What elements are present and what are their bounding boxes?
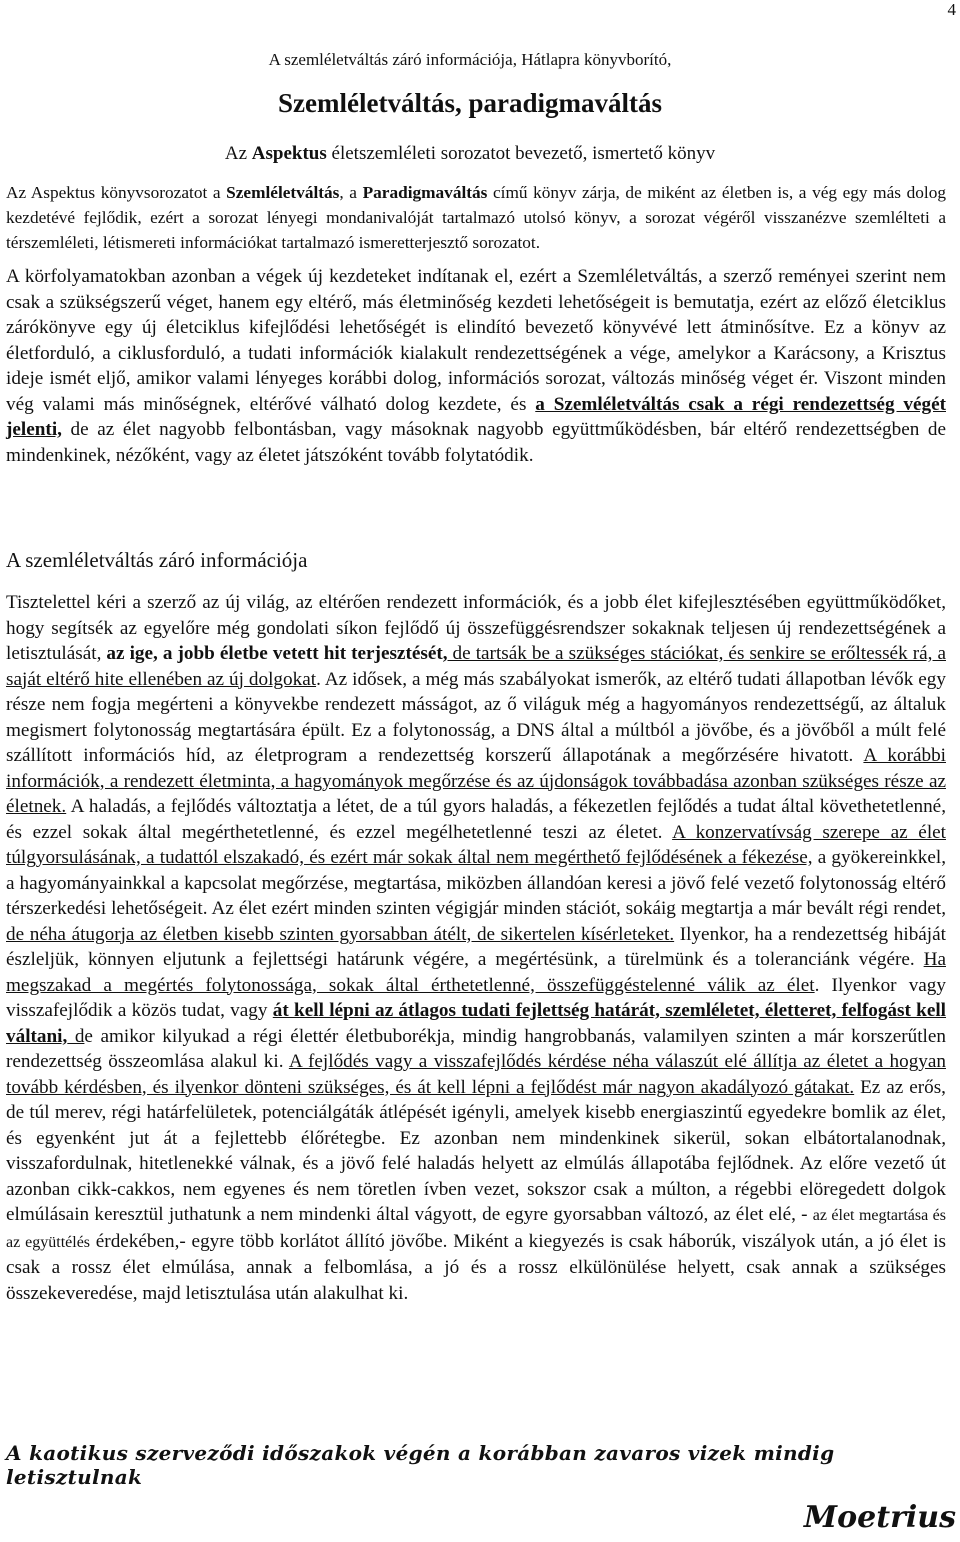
underlined-run: Ha megszakad a megértés folytonossága, sokak által érthetetlenné, összefüggéstelenné válik az élet — [6, 949, 946, 996]
underlined-run: A fejlődés vagy a visszafejlődés kérdése néha válaszút elé állítja az életet a hogyan tovább kérdésben, és ilyenkor dönteni szükséges, és át kell lépni a fejlődést már nagyon akadályozó gátakat. — [6, 1051, 946, 1098]
underlined-run: A korábbi információk, a rendezett életminta, a hagyományok megőrzése és az újdonságok továbbadása azonban szükséges része az életnek. — [6, 745, 946, 817]
paragraph-three — [6, 590, 946, 1306]
subtitle-pre: Az — [224, 143, 252, 164]
text-run: Ez az erős, de túl merev, régi határfelületek, potenciálgáták átlépését igényli, amelyek kisebb energiaszintű egyedekre bomlik az élet, és egyenként jut át a fejlettebb élőrétegbe. Ez azonban nem mindenkinek sikerül, sokan elbátortalanodnak, visszafordulnak, hitetlenekké válnak, és a jövő felé haladás helyett az elmúlás állapotába fejlődnek. Az előre vezető út azonban cikk-cakkos, nem egyenes és nem töretlen ívben vezet, sokszor csak a múlton, a régebbi elöregedett dolgok elmúlásain keresztül juthatunk a nem mindenki által vágyott, de egyre gyorsabban változó, az élet elé, - — [6, 1076, 946, 1225]
text-run: A haladás, a fejlődés változtatja a létet, de a túl gyors haladás, a fékezetlen fejlődés a tudat által követhetetlenné, és ezzel sokak által megérthetetlenné, és ezzel megélhetetlenné teszi az életet. — [6, 796, 946, 843]
text-run: című könyv zárja, de miként az életben is, a vég egy más dolog kezdetévé fejlődik, ezért a sorozat lényegi mondanivalóját tartalmazó utolsó könyv, a sorozat végéről visszanézve szemlélteti a térszemléleti, létismereti információkat tartalmazó ismeretterjesztő sorozatot. — [6, 183, 946, 253]
subtitle-bold: Aspektus — [251, 143, 327, 164]
underlined-run: A konzervatívság szerepe az élet túlgyorsulásának, a tudattól elszakadó, és ezért már sokak által nem megérthető fejlődésének a fékezése, — [6, 821, 947, 868]
text-run: , a — [339, 183, 363, 202]
underlined-bold-run: a Szemléletváltás csak a régi rendezettség végét jelenti, — [6, 393, 946, 440]
intro-paragraph — [6, 180, 946, 256]
page-number: 4 — [947, 0, 956, 19]
text-run: érdekében,- egyre több korlátot állító jövőbe. Miként a kiegyezés is csak háborúk, viszályok után, a jó élet is csak a rossz élet elmúlása, annak a felbomlása, a jó és a rossz elkülönülése helyett, csak annak a szükséges összekeveredése, majd letisztulása után alakulhat ki. — [6, 1230, 946, 1304]
text-run: . Ilyenkor vagy visszafejlődik a közös tudat, vagy — [6, 974, 946, 1021]
text-run: . Az idősek, a még más szabályokat ismerők, az eltérő tudati állapotban lévők egy része nem fogja megérteni a könyvekbe rendezett másságot, az ő világuk még a hagyományos rendezettségű, az általuk megismert folytonosság megtartására épült. Ez a folytonosság, a DNS által a múltból a jövőbe, és a jövőből a múlt felé szállított információs híd, az életprogram a rendezettség korszerű állapotának a megőrzésére hivatott. — [6, 668, 946, 766]
page-title: Szemléletváltás, paradigmaváltás — [278, 88, 662, 118]
text-run: Ilyenkor, ha a rendezettség hibáját észleljük, könnyen eljutunk a fejlettségi határunk végére, a megértésünk, a türelmünk és a toleranciánk végére. — [6, 923, 946, 970]
underlined-run: de néha átugorja az életben kisebb szinten gyorsabban átélt, de sikertelen kísérleteket. — [6, 923, 675, 945]
section-heading: A szemléletváltás záró információja — [6, 548, 308, 572]
text-run: a gyökereinkkel, a hagyományainkkal a kapcsolat megőrzése, megtartása, miközben állandóan keresi a jövő felé vezető folytonosság eltérő térszerkedési lehetőségeit. Az élet ezért minden szinten végigjár minden stációt, sokáig megtartja a már bevált régi rendet, — [6, 847, 946, 919]
text-run: Tisztelettel kéri a szerző az új világ, az eltérően rendezett információk, és a jobb élet kifejlesztésében együttműködőket, hogy segítsék az egyelőre még gondolati síkon fejlődő új összefüggésrendszer sokaknak teljesen új rendezettségének a letisztulását, — [6, 592, 946, 664]
text-run: de az élet nagyobb felbontásban, vagy másoknak nagyobb együttműködésben, bár eltérő rendezettségben de mindenkinek, nézőként, vagy az életet játszóként tovább folytatódik. — [6, 419, 946, 466]
paragraph-two — [6, 264, 946, 468]
bold-run: Szemléletváltás — [226, 183, 340, 202]
header-line: A szemléletváltás záró információja, Hátlapra könyvborító, — [268, 50, 672, 69]
underlined-run: d — [67, 1025, 85, 1047]
text-run: e amikor kilyukad a régi élettér életbuborékja, mindig hangrobbanás, valamilyen szinten a már korszerűtlen rendezettség összeomlása alakul ki. — [6, 1025, 946, 1072]
page-subtitle — [0, 143, 940, 165]
author-signature: Moetrius — [803, 1500, 956, 1535]
small-text-run: az élet megtartása és az együttélés — [6, 1207, 947, 1251]
underlined-bold-run: át kell lépni az átlagos tudati fejlettség határát, szemléletet, életteret, felfogást kell váltani, — [6, 1000, 947, 1047]
text-run: A körfolyamatokban azonban a végek új kezdeteket indítanak el, ezért a Szemléletváltás, a szerző reményei szerint nem csak a szükségszerű véget, hanem egy eltérő, más életminőség kezdeti lehetőségeit is bemutatja, ezért az előző életciklus zárókönyve egy új életciklus kifejlődési lehetőségét is elindító bevezető könyvévé lett átminősítve. Ez a könyv az életforduló, a ciklusforduló, a tudati információk kialakult rendezettségének a vége, amelykor a Karácsony, a Krisztus ideje ismét eljő, amikor valami lényeges korábbi dolog, információs sorozat, változás minőség véget ér. Viszont minden vég valami más minőségnek, eltérővé válható dolog kezdete, és — [6, 266, 946, 415]
script-closing-line: A kaotikus szerveződi időszakok végén a korábban zavaros vizek mindig letisztulnak — [6, 1441, 835, 1489]
bold-run: Paradigmaváltás — [362, 183, 488, 202]
subtitle-post: életszemléleti sorozatot bevezető, ismertető könyv — [326, 143, 716, 164]
underlined-run: de tartsák be a szükséges stációkat, és senkire se erőltessék rá, a saját eltérő hite ellenében az új dolgokat — [6, 643, 946, 690]
bold-run: az ige, a jobb életbe vetett hit terjesztését, — [106, 643, 448, 664]
text-run: Az Aspektus könyvsorozatot a — [6, 183, 227, 202]
